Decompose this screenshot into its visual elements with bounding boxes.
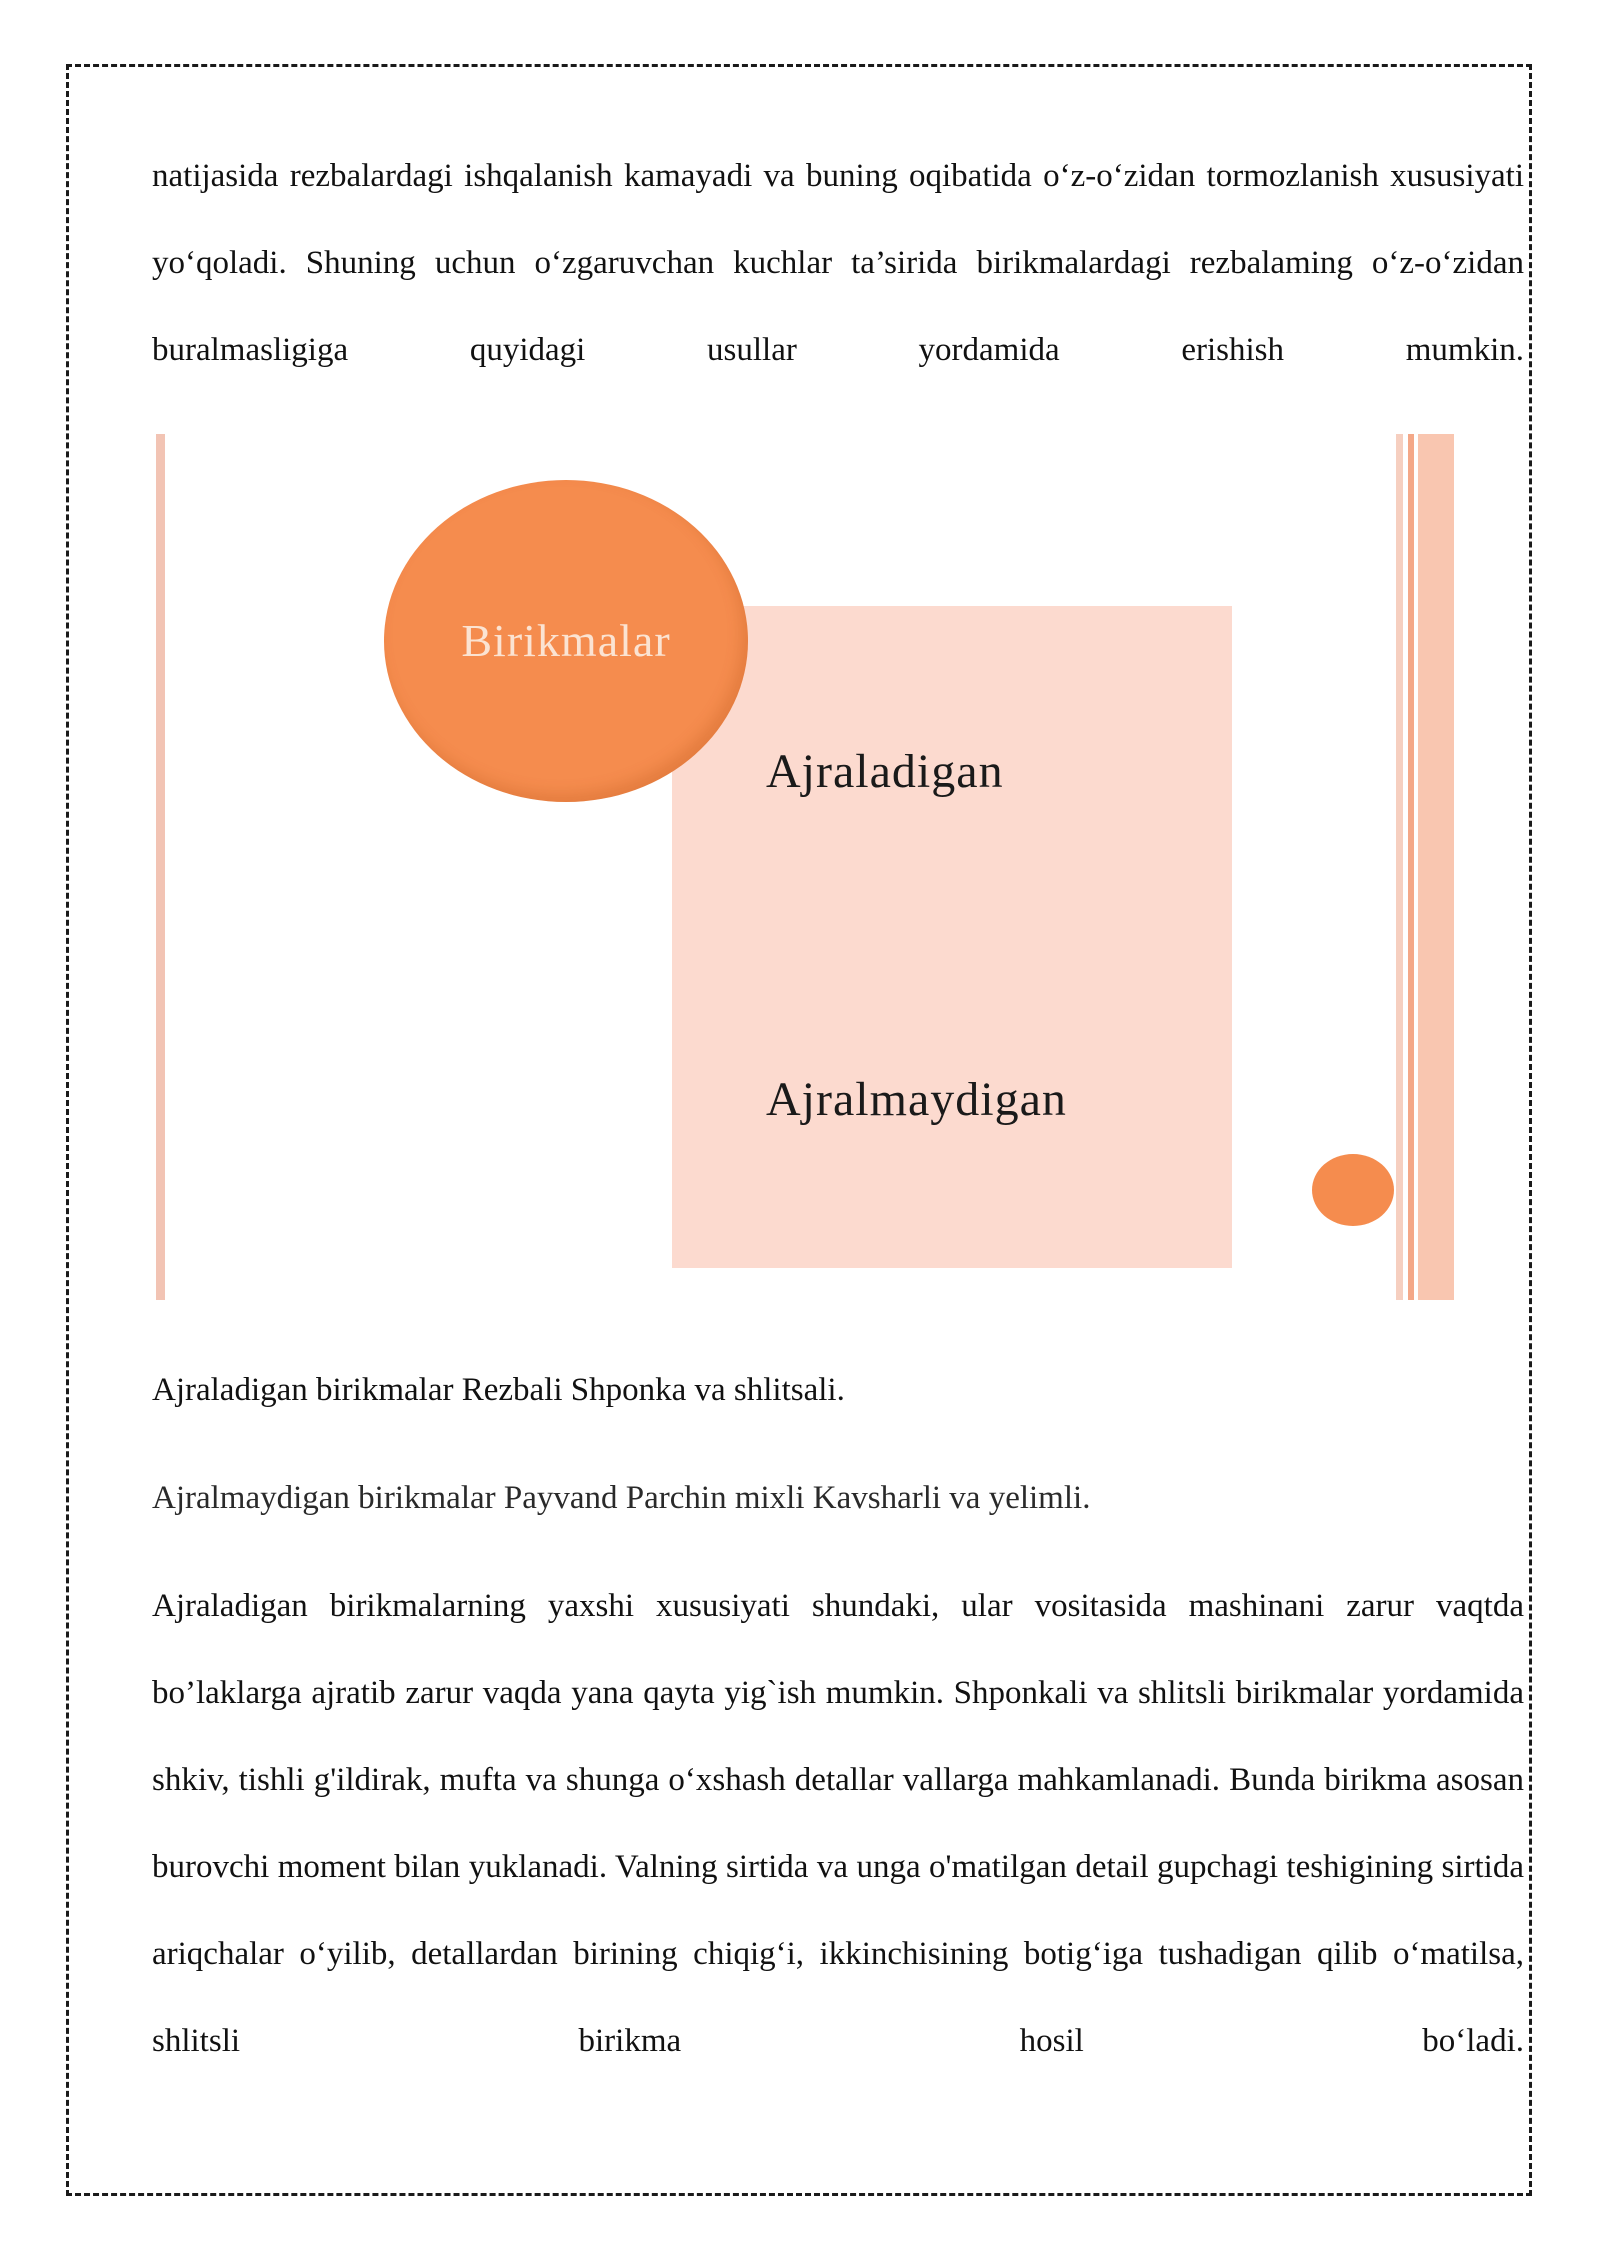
separable-line: Ajraladigan birikmalar Rezbali Shponka va shlitsali. (152, 1372, 845, 1408)
category-separable: Ajraladigan (766, 745, 1004, 798)
main-paragraph: Ajraladigan birikmalarning yaxshi xususiyati shundaki, ular vositasida mashinani zarur vaqtda bo’laklarga ajratib zarur vaqda yana qayta yig`ish mumkin. Shponkali va shlitsli birikmalar yordamida shkiv, tishli g'ildirak, mufta va shunga o‘xshash detallar vallarga mahkamlanadi. Bunda birikma asosan burovchi moment bilan yuklanadi. Valning sirtida va unga o'matilgan detail gupchagi teshigining sirtida ariqchalar o‘yilib, detallardan birining chiqig‘i, ikkinchisining botig‘iga tushadigan qilib o‘matilsa, shlitsli birikma hosil bo‘ladi. (152, 1588, 1524, 2059)
small-decor-circle (1312, 1154, 1394, 1226)
left-decor-bar (156, 434, 165, 1300)
inseparable-line: Ajralmaydigan birikmalar Payvand Parchin mixli Kavsharli va yelimli. (152, 1480, 1091, 1516)
categories-box (672, 606, 1232, 1268)
right-decor-bar-wide (1418, 434, 1454, 1300)
circle-label: Birikmalar (461, 615, 671, 666)
birikmalar-diagram (152, 432, 1454, 1302)
birikmalar-circle (384, 480, 748, 802)
right-decor-bar-accent (1408, 434, 1414, 1300)
intro-paragraph: natijasida rezbalardagi ishqalanish kamayadi va buning oqibatida o‘z-o‘zidan tormozlanish xususiyati yo‘qoladi. Shuning uchun o‘zgaruvchan kuchlar ta’sirida birikmalardagi rezbalaming o‘z-o‘zidan buralmasligiga quyidagi usullar yordamida erishish mumkin. (152, 158, 1524, 368)
category-inseparable: Ajralmaydigan (766, 1073, 1067, 1126)
right-decor-bar-thin (1396, 434, 1403, 1300)
